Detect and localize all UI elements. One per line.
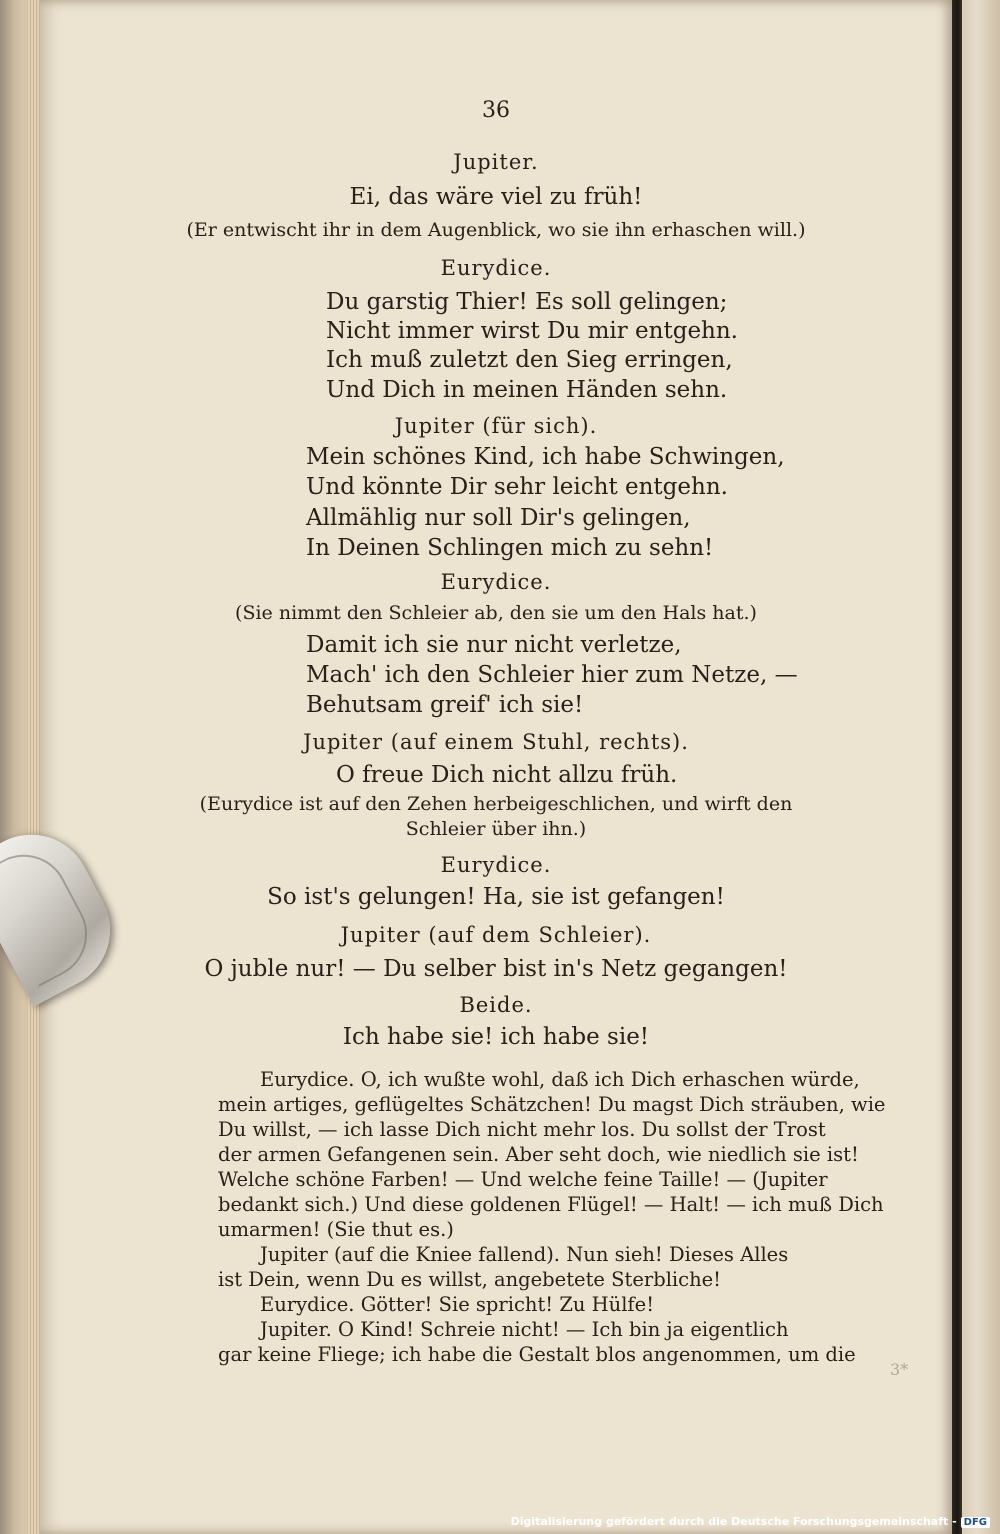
speaker-line: Eurydice. [440,853,552,877]
signature-mark: 3* [890,1360,909,1379]
prose-line: umarmen! (Sie thut es.) [218,1218,454,1241]
verse-line: Ich muß zuletzt den Sieg erringen, [326,347,733,373]
verse-line: So ist's gelungen! Ha, sie ist gefangen! [267,884,725,910]
verse-line: Damit ich sie nur nicht verletze, [306,632,682,658]
verse-line: Und Dich in meinen Händen sehn. [326,377,728,403]
speaker-line: Jupiter (auf einem Stuhl, rechts). [303,730,689,754]
page-number: 36 [482,98,510,123]
verse-line: Du garstig Thier! Es soll gelingen; [326,289,728,315]
prose-line: gar keine Fliege; ich habe die Gestalt blos angenommen, um die [218,1343,856,1366]
page-gutter [952,0,962,1534]
stage-direction: Schleier über ihn.) [405,818,587,840]
footer-text: Digitalisierung gefördert durch die Deutsche Forschungsgemeinschaft - [510,1515,957,1528]
digitization-footer [511,1515,990,1528]
page-text [40,0,952,1534]
prose-line: Eurydice. O, ich wußte wohl, daß ich Dich erhaschen würde, [260,1068,860,1091]
prose-line: Jupiter. O Kind! Schreie nicht! — Ich bin ja eigentlich [260,1318,789,1341]
verse-line: Behutsam greif' ich sie! [306,692,584,718]
verse-line: O juble nur! — Du selber bist in's Netz gegangen! [204,956,788,982]
prose-line: bedankt sich.) Und diese goldenen Flügel! — Halt! — ich muß Dich [218,1193,884,1216]
prose-line: ist Dein, wenn Du es willst, angebetete Sterbliche! [218,1268,722,1291]
prose-line: Du willst, — ich lasse Dich nicht mehr los. Du sollst der Trost [218,1118,826,1141]
verse-line: O freue Dich nicht allzu früh. [336,762,678,788]
speaker-line: Eurydice. [440,570,552,594]
speaker-line: Jupiter. [453,150,539,174]
verse-line: Mein schönes Kind, ich habe Schwingen, [306,444,785,470]
verse-line: Und könnte Dir sehr leicht entgehn. [306,474,728,500]
verse-line: Ei, das wäre viel zu früh! [349,184,643,210]
speaker-line: Eurydice. [440,256,552,280]
prose-line: Welche schöne Farben! — Und welche feine Taille! — (Jupiter [218,1168,828,1191]
prose-line: Jupiter (auf die Kniee fallend). Nun sieh! Dieses Alles [260,1243,789,1266]
prose-line: der armen Gefangenen sein. Aber seht doch, wie niedlich sie ist! [218,1143,859,1166]
prose-line: Eurydice. Götter! Sie spricht! Zu Hülfe! [260,1293,655,1316]
verse-line: In Deinen Schlingen mich zu sehn! [306,535,714,561]
verse-line: Allmählig nur soll Dir's gelingen, [306,505,691,531]
speaker-line: Jupiter (auf dem Schleier). [340,923,652,947]
prose-line: mein artiges, geflügeltes Schätzchen! Du magst Dich sträuben, wie [218,1093,886,1116]
verse-line: Mach' ich den Schleier hier zum Netze, — [306,662,798,688]
verse-line: Nicht immer wirst Du mir entgehn. [326,318,738,344]
next-page-edge [962,0,1000,1534]
stage-direction: (Er entwischt ihr in dem Augenblick, wo sie ihn erhaschen will.) [186,219,806,241]
verse-line: Ich habe sie! ich habe sie! [342,1024,650,1050]
stage-direction: (Sie nimmt den Schleier ab, den sie um den Hals hat.) [235,602,757,624]
speaker-line: Beide. [459,993,533,1017]
stage-direction: (Eurydice ist auf den Zehen herbeigeschlichen, und wirft den [199,793,793,815]
speaker-line: Jupiter (für sich). [394,414,598,438]
dfg-logo: DFG [961,1517,990,1528]
